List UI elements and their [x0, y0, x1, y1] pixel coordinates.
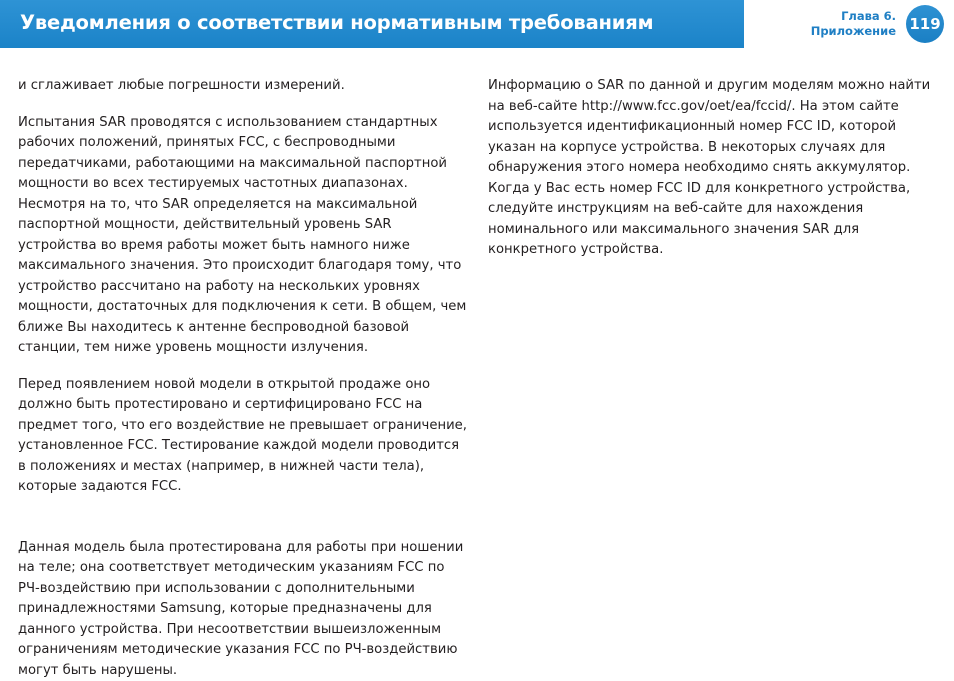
chapter-label — [811, 9, 896, 39]
page-number-badge: 119 — [906, 5, 944, 43]
left-text-column — [18, 76, 470, 681]
right-text-column — [488, 76, 940, 261]
paragraph: и сглаживает любые погрешности измерений. — [18, 76, 470, 97]
paragraph: Испытания SAR проводятся с использованием стандартных рабочих положений, принятых FCC, с беспроводными передатчиками, работающими на максимальной паспортной мощности во всех тестируемых частотных диапазонах. Несмотря на то, что SAR определяется на максимальной паспортной мощности, действительный уровень SAR устройства во время работы может быть намного ниже максимального значения. Это происходит благодаря тому, что устройство рассчитано на работу на нескольких уровнях мощности, достаточных для подключения к сети. В общем, чем ближе Вы находитесь к антенне беспроводной базовой станции, тем ниже уровень мощности излучения. — [18, 113, 470, 359]
paragraph: Данная модель была протестирована для работы при ношении на теле; она соответствует методическим указаниям FCC по РЧ-воздействию при использовании с дополнительными принадлежностями Samsung, которые предназначены для данного устройства. При несоответствии вышеизложенным ограничениям методические указания FCC по РЧ-воздействию могут быть нарушены. — [18, 538, 470, 681]
page-header — [0, 0, 954, 54]
page-title: Уведомления о соответствии нормативным требованиям — [20, 9, 720, 37]
chapter-name: Приложение — [811, 24, 896, 39]
chapter-number: Глава 6. — [811, 9, 896, 24]
page-content — [0, 54, 954, 677]
paragraph: Перед появлением новой модели в открытой продаже оно должно быть протестировано и сертифицировано FCC на предмет того, что его воздействие не превышает ограничение, установленное FCC. Тестирование каждой модели проводится в положениях и местах (например, в нижней части тела), которые задаются FCC. — [18, 375, 470, 498]
paragraph: Информацию о SAR по данной и другим моделям можно найти на веб-сайте http://www.fcc.gov/oet/ea/fccid/. На этом сайте используется идентификационный номер FCC ID, которой указан на корпусе устройства. В некоторых случаях для обнаружения этого номера необходимо снять аккумулятор. Когда у Вас есть номер FCC ID для конкретного устройства, следуйте инструкциям на веб-сайте для нахождения номинального или максимального значения SAR для конкретного устройства. — [488, 76, 940, 261]
